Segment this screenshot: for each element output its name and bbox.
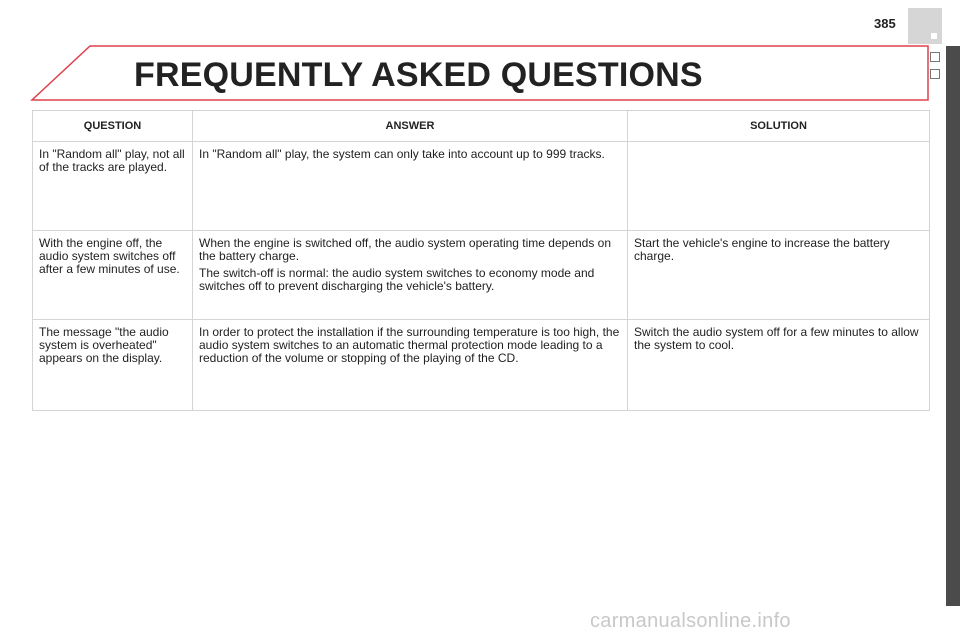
faq-table <box>32 110 930 411</box>
column-header-solution: SOLUTION <box>628 111 930 142</box>
table-row <box>33 320 930 411</box>
solution-cell <box>628 142 930 231</box>
question-cell: In "Random all" play, not all of the tracks are played. <box>33 142 193 231</box>
answer-paragraph: In "Random all" play, the system can only take into account up to 999 tracks. <box>199 147 605 161</box>
watermark: carmanualsonline.info <box>590 610 791 632</box>
corner-tab-dot <box>931 33 937 39</box>
question-cell: With the engine off, the audio system switches off after a few minutes of use. <box>33 231 193 320</box>
answer-cell <box>193 320 628 411</box>
answer-paragraph: When the engine is switched off, the audio system operating time depends on the battery charge. <box>199 236 612 263</box>
title-banner <box>30 44 930 102</box>
side-square-icon-2 <box>930 69 940 79</box>
page-number: 385 <box>874 16 896 31</box>
side-square-icon-1 <box>930 52 940 62</box>
table-header-row <box>33 111 930 142</box>
answer-cell <box>193 231 628 320</box>
question-cell: The message "the audio system is overheated" appears on the display. <box>33 320 193 411</box>
solution-cell: Start the vehicle's engine to increase the battery charge. <box>628 231 930 320</box>
right-rail <box>946 46 960 606</box>
solution-cell: Switch the audio system off for a few minutes to allow the system to cool. <box>628 320 930 411</box>
page-title: FREQUENTLY ASKED QUESTIONS <box>134 56 703 94</box>
column-header-question: QUESTION <box>33 111 193 142</box>
answer-cell <box>193 142 628 231</box>
table-row <box>33 142 930 231</box>
corner-tab <box>908 8 942 44</box>
column-header-answer: ANSWER <box>193 111 628 142</box>
answer-paragraph: The switch-off is normal: the audio system switches to economy mode and switches off to prevent discharging the vehicle's battery. <box>199 266 595 293</box>
table-row <box>33 231 930 320</box>
answer-paragraph: In order to protect the installation if the surrounding temperature is too high, the audio system switches to an automatic thermal protection mode leading to a reduction of the volume or stopping of the playing of the CD. <box>199 325 620 365</box>
